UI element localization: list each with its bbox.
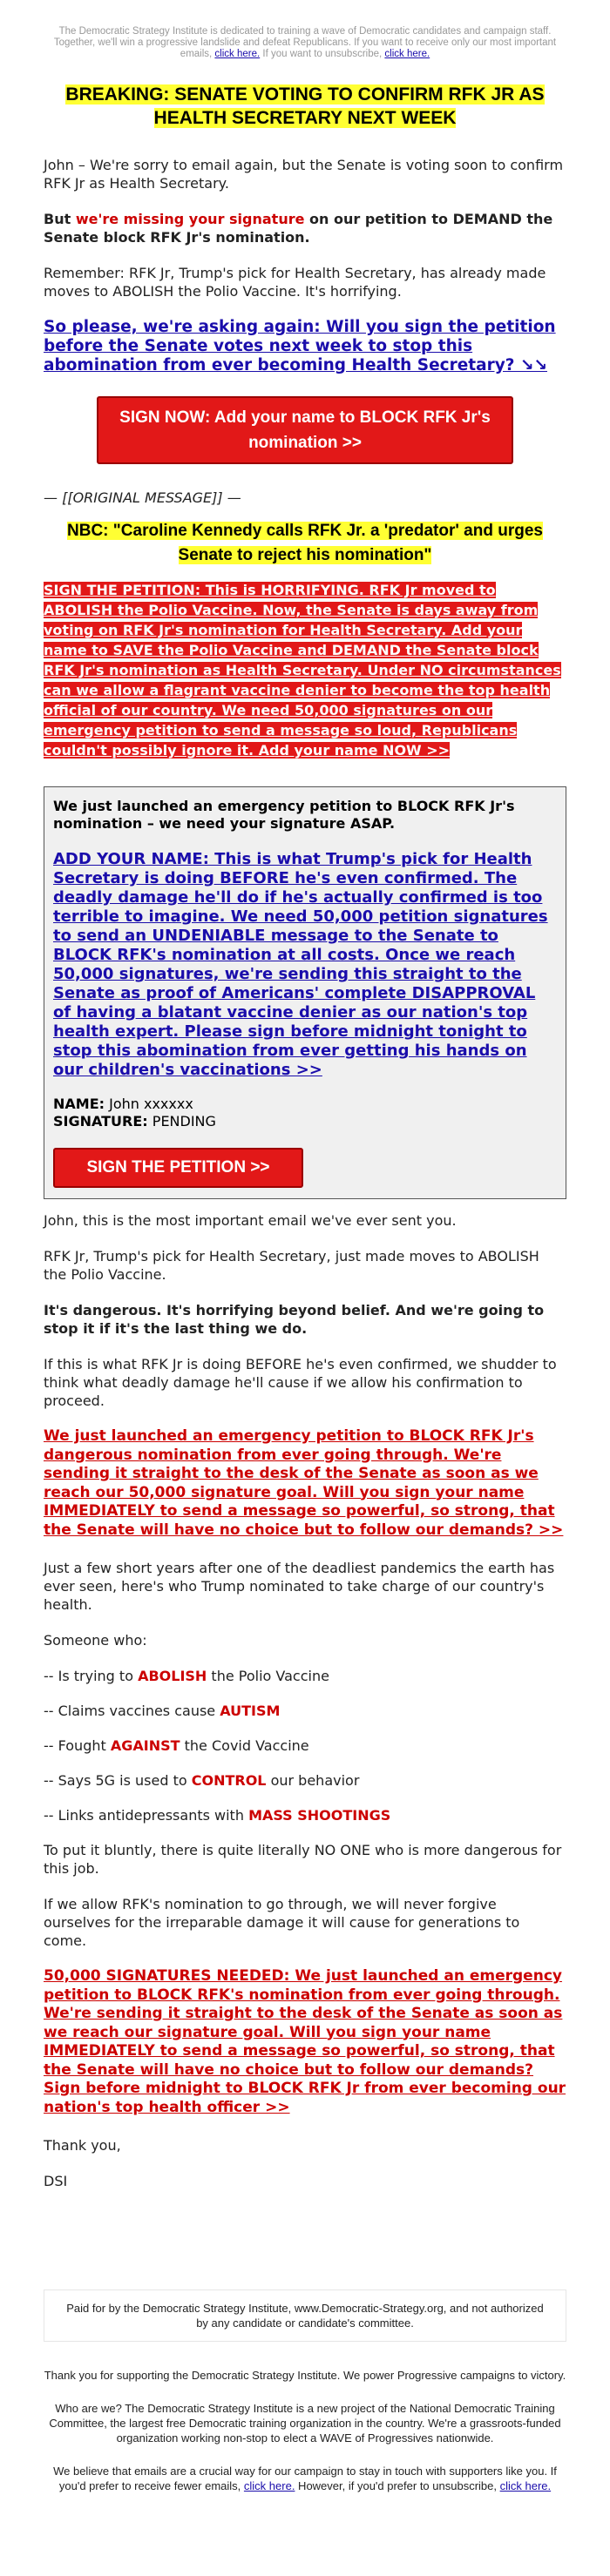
list-item-post: the Polio Vaccine xyxy=(207,1668,329,1684)
original-message-divider: — [[ORIGINAL MESSAGE]] — xyxy=(44,489,241,506)
name-value: John xxxxxx xyxy=(105,1096,193,1112)
never-forgive-paragraph: If we allow RFK's nomination to go through, we will never forgive ourselves for the irreparable damage it will cause for generations to come. xyxy=(44,1896,520,1949)
name-label: NAME: xyxy=(53,1096,105,1112)
list-item-emphasis: CONTROL xyxy=(191,1772,267,1789)
signature: DSI xyxy=(44,2173,68,2189)
sign-the-petition-button[interactable]: SIGN THE PETITION >> xyxy=(53,1148,303,1188)
headline-text: BREAKING: SENATE VOTING TO CONFIRM RFK JR AS HEALTH SECRETARY NEXT WEEK xyxy=(65,84,545,128)
list-item-emphasis: MASS SHOOTINGS xyxy=(248,1807,391,1824)
add-your-name-link[interactable]: ADD YOUR NAME: This is what Trump's pick for Health Secretary is doing BEFORE he's even confirmed. The deadly damage he'll do if he's actually confirmed is too terrible to imagine. We need 50,000 petition signatures to send an UNDENIABLE message to the Senate to BLOCK RFK's nomination at all costs. Once we reach 50,000 signatures, we're sending this straight to the Senate as proof of Americans' complete DISAPPROVAL of having a blatant vaccine denier as our nation's top health expert. Please sign before midnight tonight to stop this abomination from ever getting his hands on our children's vaccinations >> xyxy=(53,850,548,1079)
footer-emails-text-2: However, if you'd prefer to unsubscribe, xyxy=(295,2479,500,2492)
paid-for-disclaimer: Paid for by the Democratic Strategy Institute, www.Democratic-Strategy.org, and not authorized by any candidate or candidate's committee. xyxy=(44,2289,566,2342)
footer-emails xyxy=(44,2464,566,2493)
email-body xyxy=(44,0,566,2529)
footer xyxy=(44,2289,566,2493)
footer-fewer-emails-link[interactable]: click here. xyxy=(243,2479,295,2492)
list-item-emphasis: AGAINST xyxy=(110,1737,180,1754)
list-item-post: our behavior xyxy=(266,1772,360,1789)
sign-petition-ask-link[interactable]: So please, we're asking again: Will you sign the petition before the Senate votes next week to stop this abomination from ever becoming Health Secretary? ↘↘ xyxy=(44,318,556,374)
footer-emails-text: We believe that emails are a crucial way for our campaign to stay in touch with supporters like you. If you'd prefer to receive fewer emails, xyxy=(53,2465,557,2492)
petition-name-line xyxy=(53,1096,557,1113)
missing-signature-emphasis: we're missing your signature xyxy=(75,211,305,227)
list-item-emphasis: AUTISM xyxy=(220,1703,281,1719)
unsubscribe-link[interactable]: click here. xyxy=(384,49,430,59)
footer-who-are-we: Who are we? The Democratic Strategy Institute is a new project of the National Democratic Training Committee, the largest free Democratic training organization in the country. We're a grassroots-funded organization working non-stop to elect a WAVE of Progressives nationwide. xyxy=(49,2402,561,2445)
list-item xyxy=(44,1806,566,1824)
no-one-more-dangerous-paragraph: To put it bluntly, there is quite literally NO ONE who is more dangerous for this job. xyxy=(44,1842,562,1877)
sign-petition-red-block xyxy=(44,580,566,760)
signatures-needed-link[interactable]: 50,000 SIGNATURES NEEDED: We just launched an emergency petition to BLOCK RFK's nomination from ever going through. We're sending it straight to the desk of the Senate as soon as we reach our signature goal. Will you sign your name IMMEDIATELY to send a message so powerful, so strong, that the Senate will have no choice but to follow our demands? Sign before midnight to BLOCK RFK Jr from ever becoming our nation's top health officer >> xyxy=(44,1967,566,2116)
sign-petition-red-link[interactable]: SIGN THE PETITION: This is HORRIFYING. RFK Jr moved to ABOLISH the Polio Vaccine. Now, the Senate is days away from voting on RFK Jr's nomination for Health Secretary. Add your name to SAVE the Polio Vaccine and DEMAND the Senate block RFK Jr's nomination as Health Secretary. Under NO circumstances can we allow a flagrant vaccine denier to become the top health official of our country. We need 50,000 signatures on our emergency petition to send a message so loud, Republicans couldn't possibly ignore it. Add your name NOW >> xyxy=(44,582,561,759)
intro-paragraph: John – We're sorry to email again, but the Senate is voting soon to confirm RFK Jr as Health Secretary. xyxy=(44,157,564,192)
cta-wrapper xyxy=(44,396,566,464)
nbc-headline xyxy=(44,519,566,568)
signoff: Thank you, xyxy=(44,2137,121,2154)
preheader-text-2: If you want to unsubscribe, xyxy=(260,49,385,59)
list-item-pre: -- Fought xyxy=(44,1737,111,1754)
list-item-post: the Covid Vaccine xyxy=(180,1737,309,1754)
rfk-claims-list xyxy=(44,1667,566,1824)
list-item-pre: -- Claims vaccines cause xyxy=(44,1703,220,1719)
list-item xyxy=(44,1771,566,1790)
petition-signature-line xyxy=(53,1113,557,1130)
remember-paragraph: Remember: RFK Jr, Trump's pick for Health Secretary, has already made moves to ABOLISH the Polio Vaccine. It's horrifying. xyxy=(44,265,546,300)
petition-box xyxy=(44,786,566,1199)
missing-signature-paragraph xyxy=(44,210,566,246)
list-item-pre: -- Links antidepressants with xyxy=(44,1807,249,1824)
list-item-pre: -- Says 5G is used to xyxy=(44,1772,192,1789)
sign-now-button[interactable]: SIGN NOW: Add your name to BLOCK RFK Jr's nomination >> xyxy=(97,396,513,464)
list-item-emphasis: ABOLISH xyxy=(138,1668,207,1684)
missing-signature-post: on our petition to DEMAND the Senate block RFK Jr's nomination. xyxy=(44,211,553,246)
preheader-text: The Democratic Strategy Institute is dedicated to training a wave of Democratic candidates and campaign staff. Together, we'll win a progressive landslide and defeat Republicans. If you want to receive only our most important emails, xyxy=(53,26,557,59)
list-item xyxy=(44,1702,566,1720)
dangerous-paragraph: It's dangerous. It's horrifying beyond belief. And we're going to stop it if it's the last thing we do. xyxy=(44,1302,545,1337)
someone-who-paragraph: Someone who: xyxy=(44,1632,147,1649)
shudder-paragraph: If this is what RFK Jr is doing BEFORE he's even confirmed, we shudder to think what deadly damage he'll cause if we allow his confirmation to proceed. xyxy=(44,1356,557,1409)
missing-signature-pre: But xyxy=(44,211,76,227)
footer-thanks: Thank you for supporting the Democratic Strategy Institute. We power Progressive campaigns to victory. xyxy=(44,2369,566,2382)
emergency-petition-link[interactable]: We just launched an emergency petition to BLOCK RFK Jr's dangerous nomination from ever going through. We're sending it straight to the desk of the Senate as soon as we reach our 50,000 signature goal. Will you sign your name IMMEDIATELY to send a message so powerful, so strong, that the Senate will have no choice but to follow our demands? >> xyxy=(44,1427,564,1539)
petition-box-intro: We just launched an emergency petition to BLOCK RFK Jr's nomination – we need your signature ASAP. xyxy=(53,798,515,832)
list-item-pre: -- Is trying to xyxy=(44,1668,139,1684)
pandemic-paragraph: Just a few short years after one of the deadliest pandemics the earth has ever seen, here's who Trump nominated to take charge of our country's health. xyxy=(44,1560,555,1613)
list-item xyxy=(44,1736,566,1755)
headline xyxy=(44,83,566,130)
signature-value: PENDING xyxy=(147,1113,216,1130)
signature-label: SIGNATURE: xyxy=(53,1113,148,1130)
abolish-polio-paragraph: RFK Jr, Trump's pick for Health Secretary, just made moves to ABOLISH the Polio Vaccine. xyxy=(44,1248,539,1283)
most-important-paragraph: John, this is the most important email we've ever sent you. xyxy=(44,1212,457,1229)
footer-unsubscribe-link[interactable]: click here. xyxy=(499,2479,552,2492)
preheader xyxy=(44,26,566,60)
list-item xyxy=(44,1667,566,1685)
fewer-emails-link[interactable]: click here. xyxy=(214,49,261,59)
nbc-headline-text: NBC: "Caroline Kennedy calls RFK Jr. a 'predator' and urges Senate to reject his nomination" xyxy=(67,522,543,564)
